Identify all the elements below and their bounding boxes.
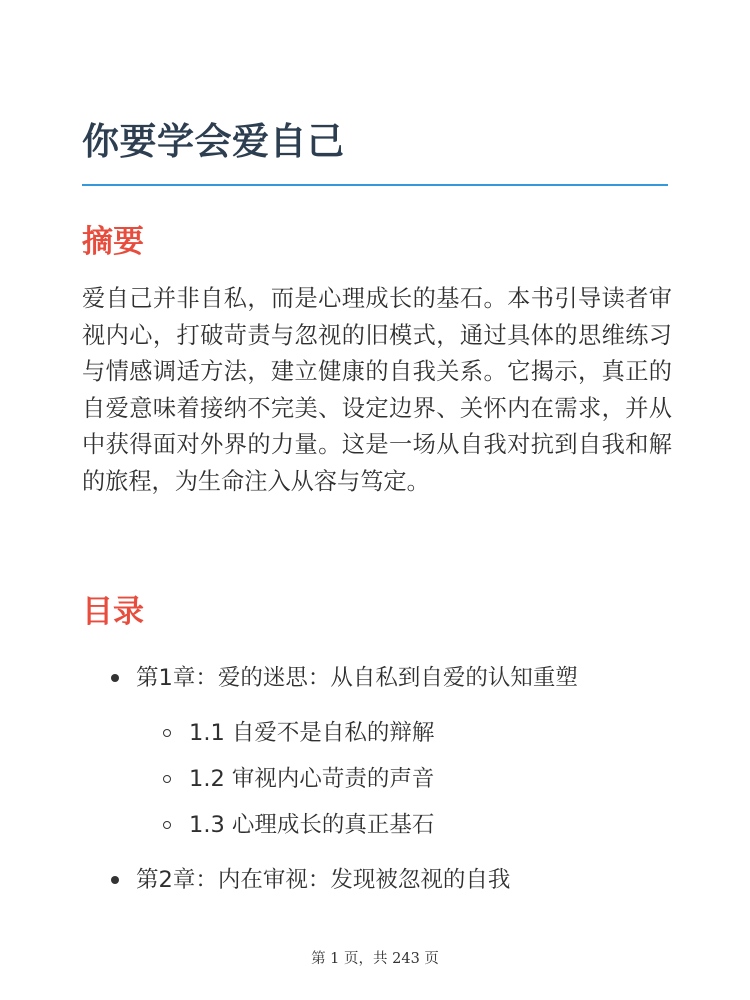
- page-number-footer: 第 1 页，共 243 页: [311, 951, 439, 967]
- toc-section-1-3[interactable]: 1.3 心理成长的真正基石: [189, 812, 435, 838]
- toc-heading: 目录: [82, 594, 144, 630]
- section-bullet: [163, 729, 171, 737]
- toc-section-1-1[interactable]: 1.1 自爱不是自私的辩解: [189, 720, 435, 746]
- abstract-paragraph: 爱自己并非自私，而是心理成长的基石。本书引导读者审视内心，打破苛责与忽视的旧模式，通过具体的思维练习与情感调适方法，建立健康的自我关系。它揭示，真正的自爱意味着接纳不完美、设定边界、关怀内在需求，并从中获得面对外界的力量。这是一场从自我对抗到自我和解的旅程，为生命注入从容与笃定。: [82, 285, 672, 495]
- toc-chapter-1[interactable]: 第1章：爱的迷思：从自私到自爱的认知重塑: [136, 665, 578, 691]
- section-bullet: [163, 775, 171, 783]
- toc-chapter-2[interactable]: 第2章：内在审视：发现被忽视的自我: [136, 867, 511, 893]
- document-title: 你要学会爱自己: [82, 120, 345, 163]
- chapter-bullet: [111, 876, 119, 884]
- chapter-bullet: [111, 674, 119, 682]
- section-bullet: [163, 821, 171, 829]
- toc-section-1-2[interactable]: 1.2 审视内心苛责的声音: [189, 766, 435, 792]
- abstract-heading: 摘要: [82, 224, 144, 260]
- title-divider: [82, 184, 668, 186]
